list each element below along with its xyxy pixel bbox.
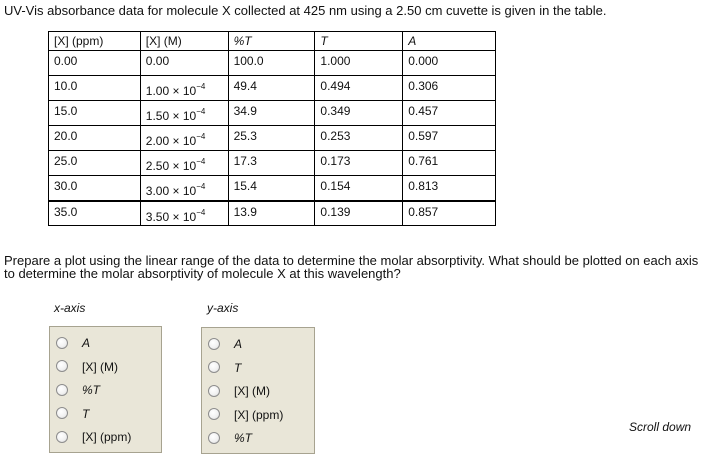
col-header-molar: [X] (M): [140, 32, 228, 51]
cell-a: 0.761: [403, 151, 496, 176]
cell-t: 0.494: [315, 76, 403, 101]
molar-exponent: −4: [196, 182, 206, 191]
x-axis-option-label: %T: [82, 382, 100, 397]
molar-exponent: −4: [196, 157, 206, 166]
molar-exponent: −4: [196, 107, 206, 116]
x-axis-option-label: [X] (M): [82, 359, 118, 374]
cell-percent-t: 49.4: [228, 76, 315, 101]
cell-t: 0.349: [315, 101, 403, 126]
cell-ppm: 25.0: [49, 151, 141, 176]
cell-percent-t: 17.3: [228, 151, 315, 176]
y-axis-radio-button[interactable]: [208, 338, 220, 350]
y-axis-radio-button[interactable]: [208, 408, 220, 420]
x-axis-radio-button[interactable]: [56, 360, 68, 372]
cell-percent-t: 15.4: [228, 176, 315, 201]
molar-value: 0.00: [145, 54, 170, 68]
x-axis-option[interactable]: [56, 381, 100, 397]
y-axis-option[interactable]: [208, 406, 283, 422]
molar-value: 2.50 × 10: [145, 159, 197, 173]
table-row: [49, 151, 496, 176]
cell-molar: [140, 101, 228, 126]
y-axis-option-label: %T: [234, 430, 252, 445]
x-axis-options-group: [49, 326, 162, 453]
x-axis-option-label: [X] (ppm): [82, 429, 132, 444]
x-axis-option[interactable]: [56, 358, 118, 374]
x-axis-option-label: T: [82, 406, 90, 421]
cell-a: 0.597: [403, 126, 496, 151]
x-axis-option[interactable]: [56, 428, 131, 444]
x-axis-radio-button[interactable]: [56, 337, 68, 349]
cell-ppm: 15.0: [49, 101, 141, 126]
y-axis-label: y-axis: [207, 301, 239, 315]
table-row: [49, 201, 496, 226]
y-axis-option[interactable]: [208, 382, 270, 398]
molar-value: 3.50 × 10: [145, 209, 197, 224]
cell-ppm: 30.0: [49, 176, 141, 201]
cell-t: 0.154: [315, 176, 403, 201]
y-axis-option[interactable]: [208, 429, 252, 445]
cell-t: 0.173: [315, 151, 403, 176]
y-axis-option[interactable]: [208, 335, 242, 351]
molar-value: 1.50 × 10: [145, 109, 197, 123]
cell-percent-t: 100.0: [228, 51, 315, 76]
cell-percent-t: 25.3: [228, 126, 315, 151]
x-axis-option[interactable]: [56, 334, 90, 350]
table-row: [49, 101, 496, 126]
y-axis-radio-button[interactable]: [208, 361, 220, 373]
cell-t: 1.000: [315, 51, 403, 76]
cell-a: 0.857: [403, 201, 496, 226]
y-axis-option[interactable]: [208, 359, 241, 375]
cell-ppm: 20.0: [49, 126, 141, 151]
col-header-t: T: [315, 32, 403, 51]
y-axis-option-label: [X] (M): [234, 383, 270, 398]
cell-a: 0.306: [403, 76, 496, 101]
table-row: [49, 76, 496, 101]
table-row: [49, 51, 496, 76]
y-axis-option-label: A: [234, 336, 243, 351]
cell-molar: [140, 201, 228, 226]
y-axis-radio-button[interactable]: [208, 385, 220, 397]
x-axis-radio-button[interactable]: [56, 431, 68, 443]
cell-molar: [140, 126, 228, 151]
question-text: Prepare a plot using the linear range of the data to determine the molar absorptivity. What should be plotted on each axis to determine the molar absorptivity of molecule X at this wavelength?: [4, 253, 699, 281]
cell-ppm: 0.00: [49, 51, 141, 76]
y-axis-radio-button[interactable]: [208, 432, 220, 444]
cell-ppm: 10.0: [49, 76, 141, 101]
col-header-percent-t: %T: [228, 32, 315, 51]
cell-percent-t: 34.9: [228, 101, 315, 126]
cell-a: 0.000: [403, 51, 496, 76]
cell-molar: [140, 176, 228, 201]
cell-a: 0.457: [403, 101, 496, 126]
x-axis-radio-button[interactable]: [56, 384, 68, 396]
cell-a: 0.813: [403, 176, 496, 201]
x-axis-option[interactable]: [56, 405, 89, 421]
cell-percent-t: 13.9: [228, 201, 315, 226]
y-axis-option-label: [X] (ppm): [234, 407, 284, 422]
scroll-down-hint: Scroll down: [629, 420, 692, 434]
x-axis-radio-button[interactable]: [56, 407, 68, 419]
molar-exponent: −4: [196, 207, 206, 217]
molar-exponent: −4: [196, 82, 206, 91]
intro-text: UV-Vis absorbance data for molecule X collected at 425 nm using a 2.50 cm cuvette is given in the table.: [4, 3, 607, 18]
absorbance-table: [48, 31, 496, 226]
molar-value: 3.00 × 10: [145, 184, 197, 198]
y-axis-option-label: T: [234, 360, 242, 375]
molar-value: 2.00 × 10: [145, 134, 197, 148]
col-header-a: A: [403, 32, 496, 51]
col-header-ppm: [X] (ppm): [49, 32, 141, 51]
cell-ppm: 35.0: [49, 201, 141, 226]
table-row: [49, 126, 496, 151]
cell-t: 0.139: [315, 201, 403, 226]
x-axis-option-label: A: [82, 335, 91, 350]
table-row: [49, 176, 496, 201]
molar-exponent: −4: [196, 132, 206, 141]
cell-molar: [140, 51, 228, 76]
x-axis-label: x-axis: [54, 301, 86, 315]
y-axis-options-group: [201, 327, 315, 454]
table-header-row: [49, 32, 496, 51]
cell-molar: [140, 76, 228, 101]
cell-molar: [140, 151, 228, 176]
molar-value: 1.00 × 10: [145, 84, 197, 98]
cell-t: 0.253: [315, 126, 403, 151]
